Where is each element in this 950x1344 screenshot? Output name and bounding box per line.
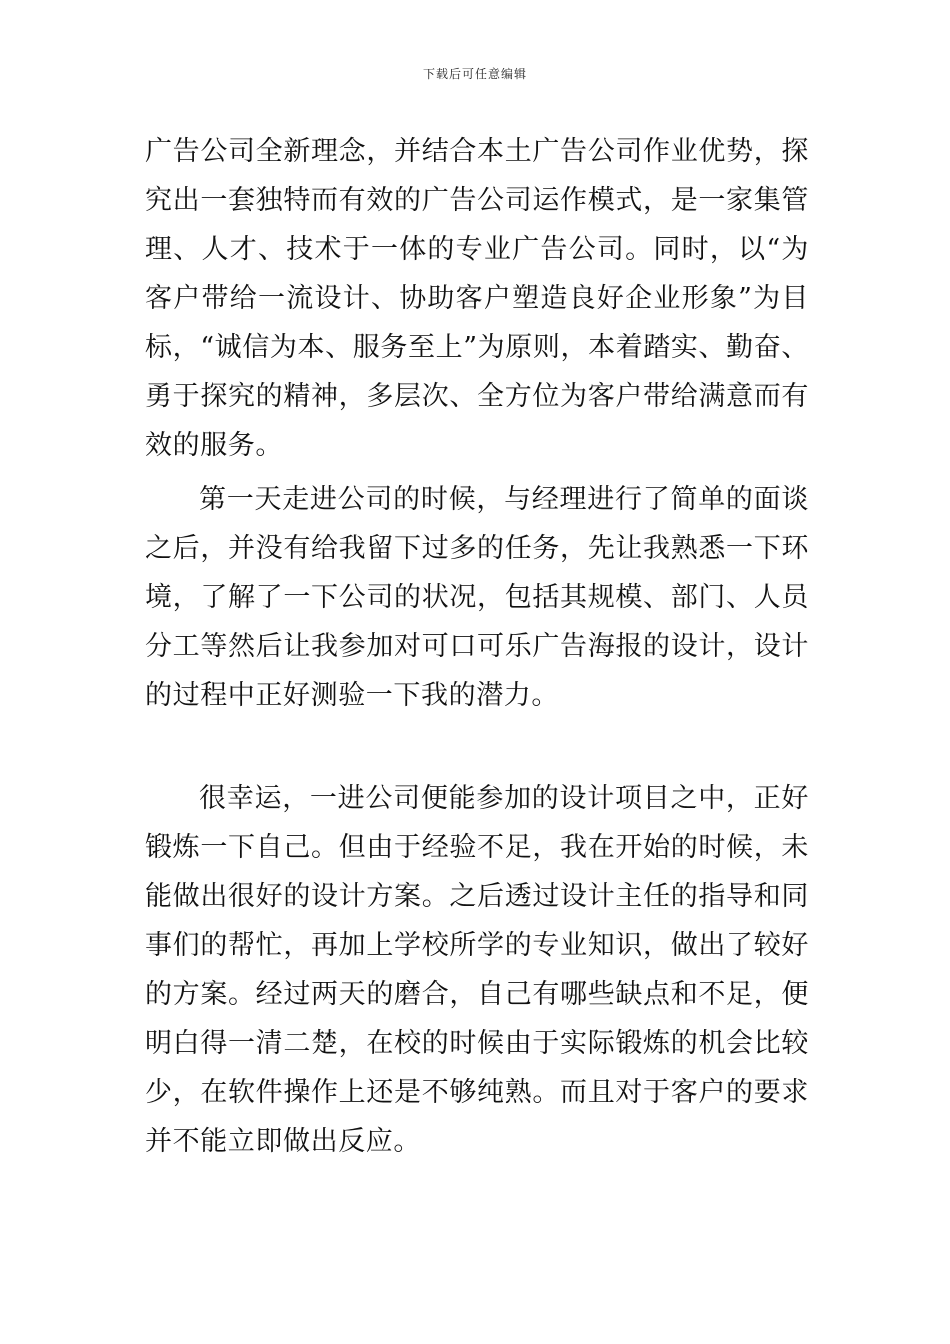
paragraph-first-day: 第一天走进公司的时候，与经理进行了简单的面谈之后，并没有给我留下过多的任务，先让我熟悉一下环境，了解了一下公司的状况，包括其规模、部门、人员分工等然后让我参加对可口可乐广告海报的设计，设计的过程中正好测验一下我的潜力。 [145,484,809,711]
paragraph-design-project: 很幸运，一进公司便能参加的设计项目之中，正好锻炼一下自己。但由于经验不足，我在开始的时候，未能做出很好的设计方案。之后透过设计主任的指导和同事们的帮忙，再加上学校所学的专业知识，做出了较好的方案。经过两天的磨合，自己有哪些缺点和不足，便明白得一清二楚，在校的时候由于实际锻炼的机会比较少，在软件操作上还是不够纯熟。而且对于客户的要求并不能立即做出反应。 [145,783,809,1157]
paragraph-company-intro: 广告公司全新理念，并结合本土广告公司作业优势，探究出一套独特而有效的广告公司运作模式，是一家集管理、人才、技术于一体的专业广告公司。同时，以“为客户带给一流设计、协助客户塑造良好企业形象”为目标，“诚信为本、服务至上”为原则，本着踏实、勤奋、勇于探究的精神，多层次、全方位为客户带给满意而有效的服务。 [145,136,809,461]
page-header: 下载后可任意编辑 [422,67,527,81]
